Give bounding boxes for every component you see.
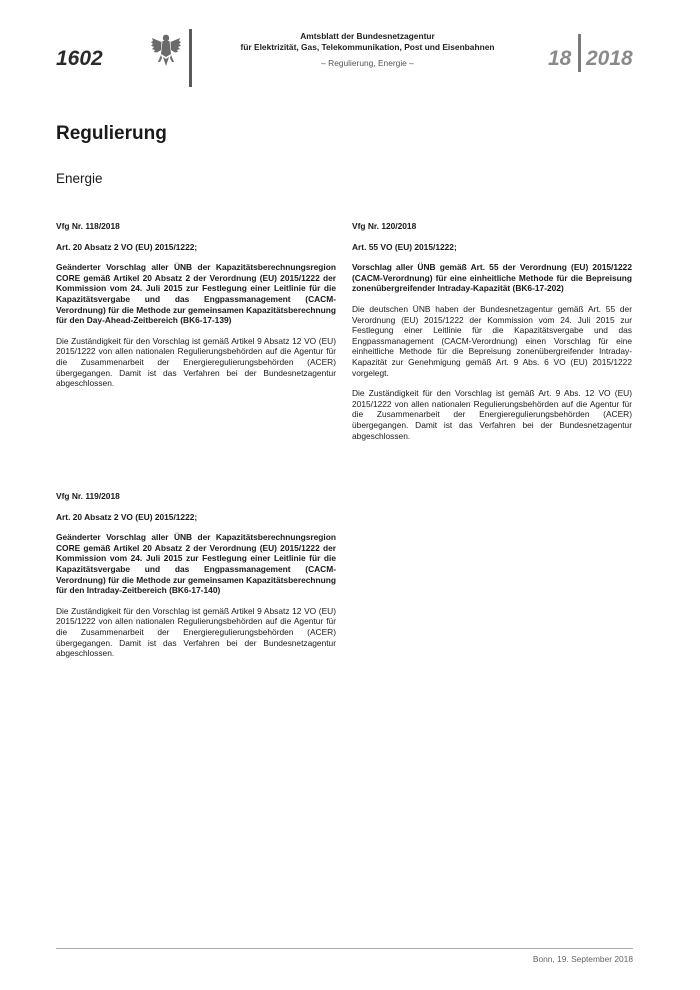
article-title: Vorschlag aller ÜNB gemäß Art. 55 der Verordnung (EU) 2015/1222 (CACM-Verordnung) für eine einheitliche Methode für die Bepreisung zonenübergreifender Intraday-Kapazität (BK6-17-202) bbox=[352, 262, 632, 294]
journal-subtitle: – Regulierung, Energie – bbox=[321, 58, 414, 68]
section-subtitle: Energie bbox=[56, 171, 103, 186]
article-reference: Art. 20 Absatz 2 VO (EU) 2015/1222; bbox=[56, 511, 198, 522]
issue-divider bbox=[578, 34, 581, 72]
article-119 bbox=[56, 491, 336, 659]
article-number: Vfg Nr. 120/2018 bbox=[352, 221, 417, 231]
article-paragraph: Die deutschen ÜNB haben der Bundesnetzagentur gemäß Art. 55 der Verordnung (EU) 2015/1222 der Kommission vom 24. Juli 2015 zur Festlegung einer Leitlinie für die Kapazitätsvergabe und das Engpassmanagement (CACM-Verordnung) einen Vorschlag für eine einheitliche Methode für die Bepreisung zonenübergreifender Intraday-Kapazität zur Genehmigung gemäß Art. 9 Abs. 6 VO (EU) 2015/1222 vorgelegt. bbox=[352, 303, 632, 378]
federal-eagle-icon bbox=[150, 32, 182, 68]
article-120 bbox=[352, 221, 632, 441]
footer-date: Bonn, 19. September 2018 bbox=[532, 954, 633, 964]
footer-divider bbox=[56, 948, 633, 949]
journal-title-line2: für Elektrizität, Gas, Telekommunikation, Post und Eisenbahnen bbox=[240, 42, 495, 52]
header-divider bbox=[189, 29, 192, 87]
article-paragraph: Die Zuständigkeit für den Vorschlag ist gemäß Artikel 9 Absatz 12 VO (EU) 2015/1222 von allen nationalen Regulierungsbehörden auf die Agentur für die Zusammenarbeit der Energieregulierungsbehörden (ACER) übergegangen. Damit ist das Verfahren bei der Bundesnetzagentur abgeschlossen. bbox=[56, 605, 336, 659]
issue-number: 18 bbox=[548, 47, 572, 70]
article-reference: Art. 20 Absatz 2 VO (EU) 2015/1222; bbox=[56, 241, 198, 252]
article-title: Geänderter Vorschlag aller ÜNB der Kapazitätsberechnungsregion CORE gemäß Artikel 20 Absatz 2 der Verordnung (EU) 2015/1222 der Kommission vom 24. Juli 2015 zur Festlegung einer Leitlinie für die Kapazitätsvergabe und das Engpassmanagement (CACM-Verordnung) für die Methode zur gemeinsamen Kapazitätsberechnung für den Day-Ahead-Zeitbereich (BK6-17-139) bbox=[56, 262, 336, 326]
article-number: Vfg Nr. 119/2018 bbox=[56, 491, 120, 501]
article-118 bbox=[56, 221, 336, 389]
article-paragraph: Die Zuständigkeit für den Vorschlag ist gemäß Art. 9 Abs. 12 VO (EU) 2015/1222 von allen nationalen Regulierungsbehörden auf die Agentur für die Zusammenarbeit der Energieregulierungsbehörden (ACER) übergegangen. Damit ist das Verfahren bei der Bundesnetzagentur abgeschlossen. bbox=[352, 388, 632, 441]
issue-year: 2018 bbox=[586, 47, 633, 70]
section-title: Regulierung bbox=[56, 123, 167, 144]
journal-title bbox=[200, 31, 535, 53]
journal-title-line1: Amtsblatt der Bundesnetzagentur bbox=[300, 31, 435, 41]
page-number: 1602 bbox=[56, 47, 103, 70]
article-title: Geänderter Vorschlag aller ÜNB der Kapazitätsberechnungsregion CORE gemäß Artikel 20 Absatz 2 der Verordnung (EU) 2015/1222 der Kommission vom 24. Juli 2015 zur Festlegung einer Leitlinie für die Kapazitätsvergabe und das Engpassmanagement (CACM-Verordnung) für die Methode zur gemeinsamen Kapazitätsberechnung für den Intraday-Zeitbereich (BK6-17-140) bbox=[56, 532, 336, 596]
article-number: Vfg Nr. 118/2018 bbox=[56, 221, 120, 231]
article-paragraph: Die Zuständigkeit für den Vorschlag ist gemäß Artikel 9 Absatz 12 VO (EU) 2015/1222 von allen nationalen Regulierungsbehörden auf die Agentur für die Zusammenarbeit der Energieregulierungsbehörden (ACER) übergegangen. Damit ist das Verfahren bei der Bundesnetzagentur abgeschlossen. bbox=[56, 335, 336, 389]
article-reference: Art. 55 VO (EU) 2015/1222; bbox=[352, 241, 457, 252]
